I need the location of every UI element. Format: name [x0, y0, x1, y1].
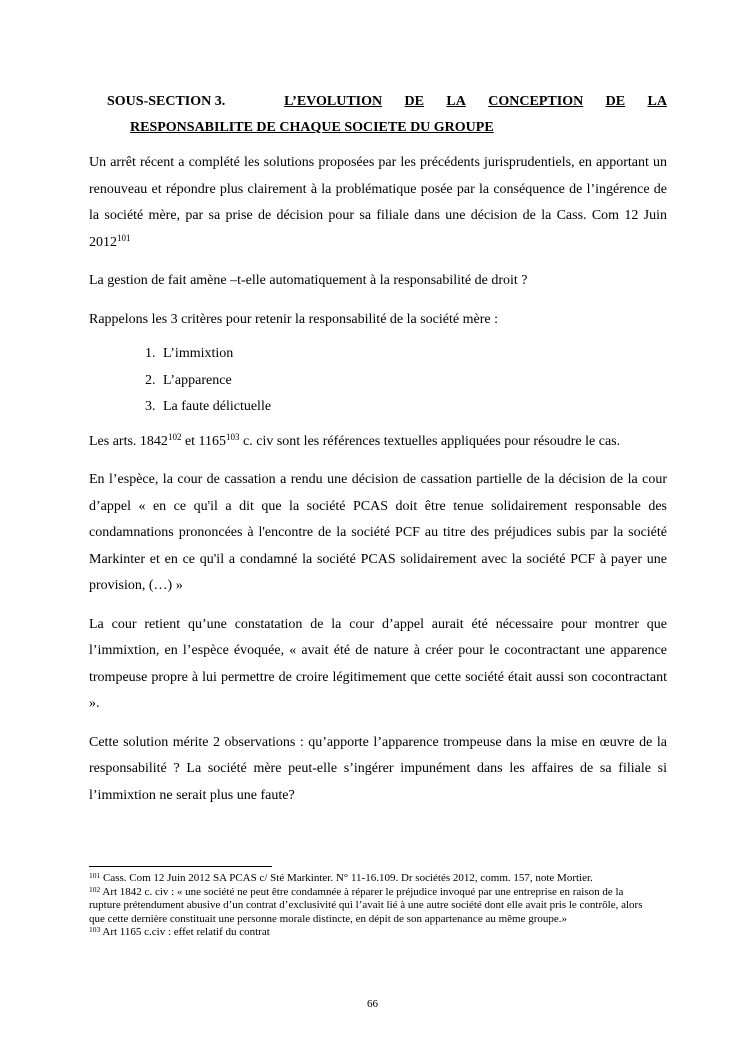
section-heading-line-2: [107, 115, 667, 141]
page-number: 66: [367, 998, 378, 1010]
paragraph-7: Cette solution mérite 2 observations : qu’apporte l’apparence trompeuse dans la mise en œuvre de la responsabilité ? La société mère peut-elle s’ingérer impunément dans les affaires de sa filiale si l’immixtion ne serait plus une faute?: [89, 734, 667, 803]
heading-word: LA: [647, 94, 667, 109]
footnote-101: $^{101}$ Cass. Com 12 Juin 2012 SA PCAS c/ Sté Markinter. N° 11-16.109. Dr sociétés 2012, comm. 157, note Mortier.: [89, 871, 593, 884]
footnote-number: 102: [89, 884, 101, 894]
heading-word: DE: [404, 94, 424, 109]
section-number: SOUS-SECTION 3.: [107, 94, 226, 109]
section-heading: [107, 89, 667, 141]
paragraph-1: Un arrêt récent a complété les solutions proposées par les précédents jurisprudentiels, en apportant un renouveau et répondre plus clairement à la problématique posée par la conséquence de l’ingérence de la société mère, par sa prise de décision pour sa filiale dans une décision de la Cass. Com 12 Juin 2012$^{101}$: [89, 155, 667, 250]
section-title-continued: RESPONSABILITE DE CHAQUE SOCIETE DU GROUPE: [130, 120, 494, 135]
footnote-ref-103[interactable]: 103: [226, 431, 240, 442]
criteria-list: [89, 341, 667, 421]
footnote-ref-101[interactable]: 101: [117, 232, 131, 243]
footnote-number: 103: [89, 925, 101, 935]
footnote-103: $^{103}$ Art 1165 c.civ : effet relatif du contrat: [89, 925, 270, 939]
list-item: 2. L’apparence: [159, 368, 667, 395]
section-heading-line-1: [107, 89, 667, 115]
paragraph-2: La gestion de fait amène –t-elle automatiquement à la responsabilité de droit ?: [89, 273, 528, 288]
footnotes: [89, 872, 649, 940]
heading-word: DE: [605, 94, 626, 109]
footnote-number: 101: [89, 871, 101, 880]
list-item: 1. L’immixtion: [159, 341, 667, 368]
paragraph-3: Rappelons les 3 critères pour retenir la responsabilité de la société mère :: [89, 311, 498, 327]
list-item: 3. La faute délictuelle: [159, 394, 667, 421]
footnote-separator: [89, 866, 272, 867]
paragraph-5: En l’espèce, la cour de cassation a rendu une décision de cassation partielle de la décision de la cour d’appel « en ce qu'il a dit que la société PCAS doit être tenue solidairement responsable des condamnations prononcées à l'encontre de la société PCF au titre des préjudices subis par la société Markinter et en ce qu'il a condamné la société PCAS solidairement avec la société PCF à payer une provision, (…) »: [89, 472, 667, 593]
paragraph-6: La cour retient qu’une constatation de la cour d’appel aurait été nécessaire pour montrer que l’immixtion, en l’espèce évoquée, « avait été de nature à créer pour le cocontractant une apparence trompeuse propre à lui permettre de croire légitimement que cette société était aussi son cocontractant ».: [89, 616, 667, 711]
body-text: [89, 150, 667, 821]
heading-word: L’EVOLUTION: [284, 94, 383, 109]
paragraph-4: Les arts. 1842$^{102}$ et 1165$^{103}$ c. civ sont les références textuelles appliquées pour résoudre le cas.: [89, 431, 621, 449]
footnote-ref-102[interactable]: 102: [167, 431, 182, 442]
footnote-102: $^{102}$ Art 1842 c. civ : « une société ne peut être condamnée à réparer le préjudice invoqué par une entreprise en raison de la rupture prétendument abusive d’un contrat d’exclusivité qui l’avait lié à une autre société dont elle avait pris le contrôle, alors que cette dernière constituait une personne morale distincte, en dépit de son appartenance au même groupe.»: [89, 884, 643, 925]
heading-word: CONCEPTION: [488, 94, 584, 109]
heading-word: LA: [446, 94, 466, 109]
